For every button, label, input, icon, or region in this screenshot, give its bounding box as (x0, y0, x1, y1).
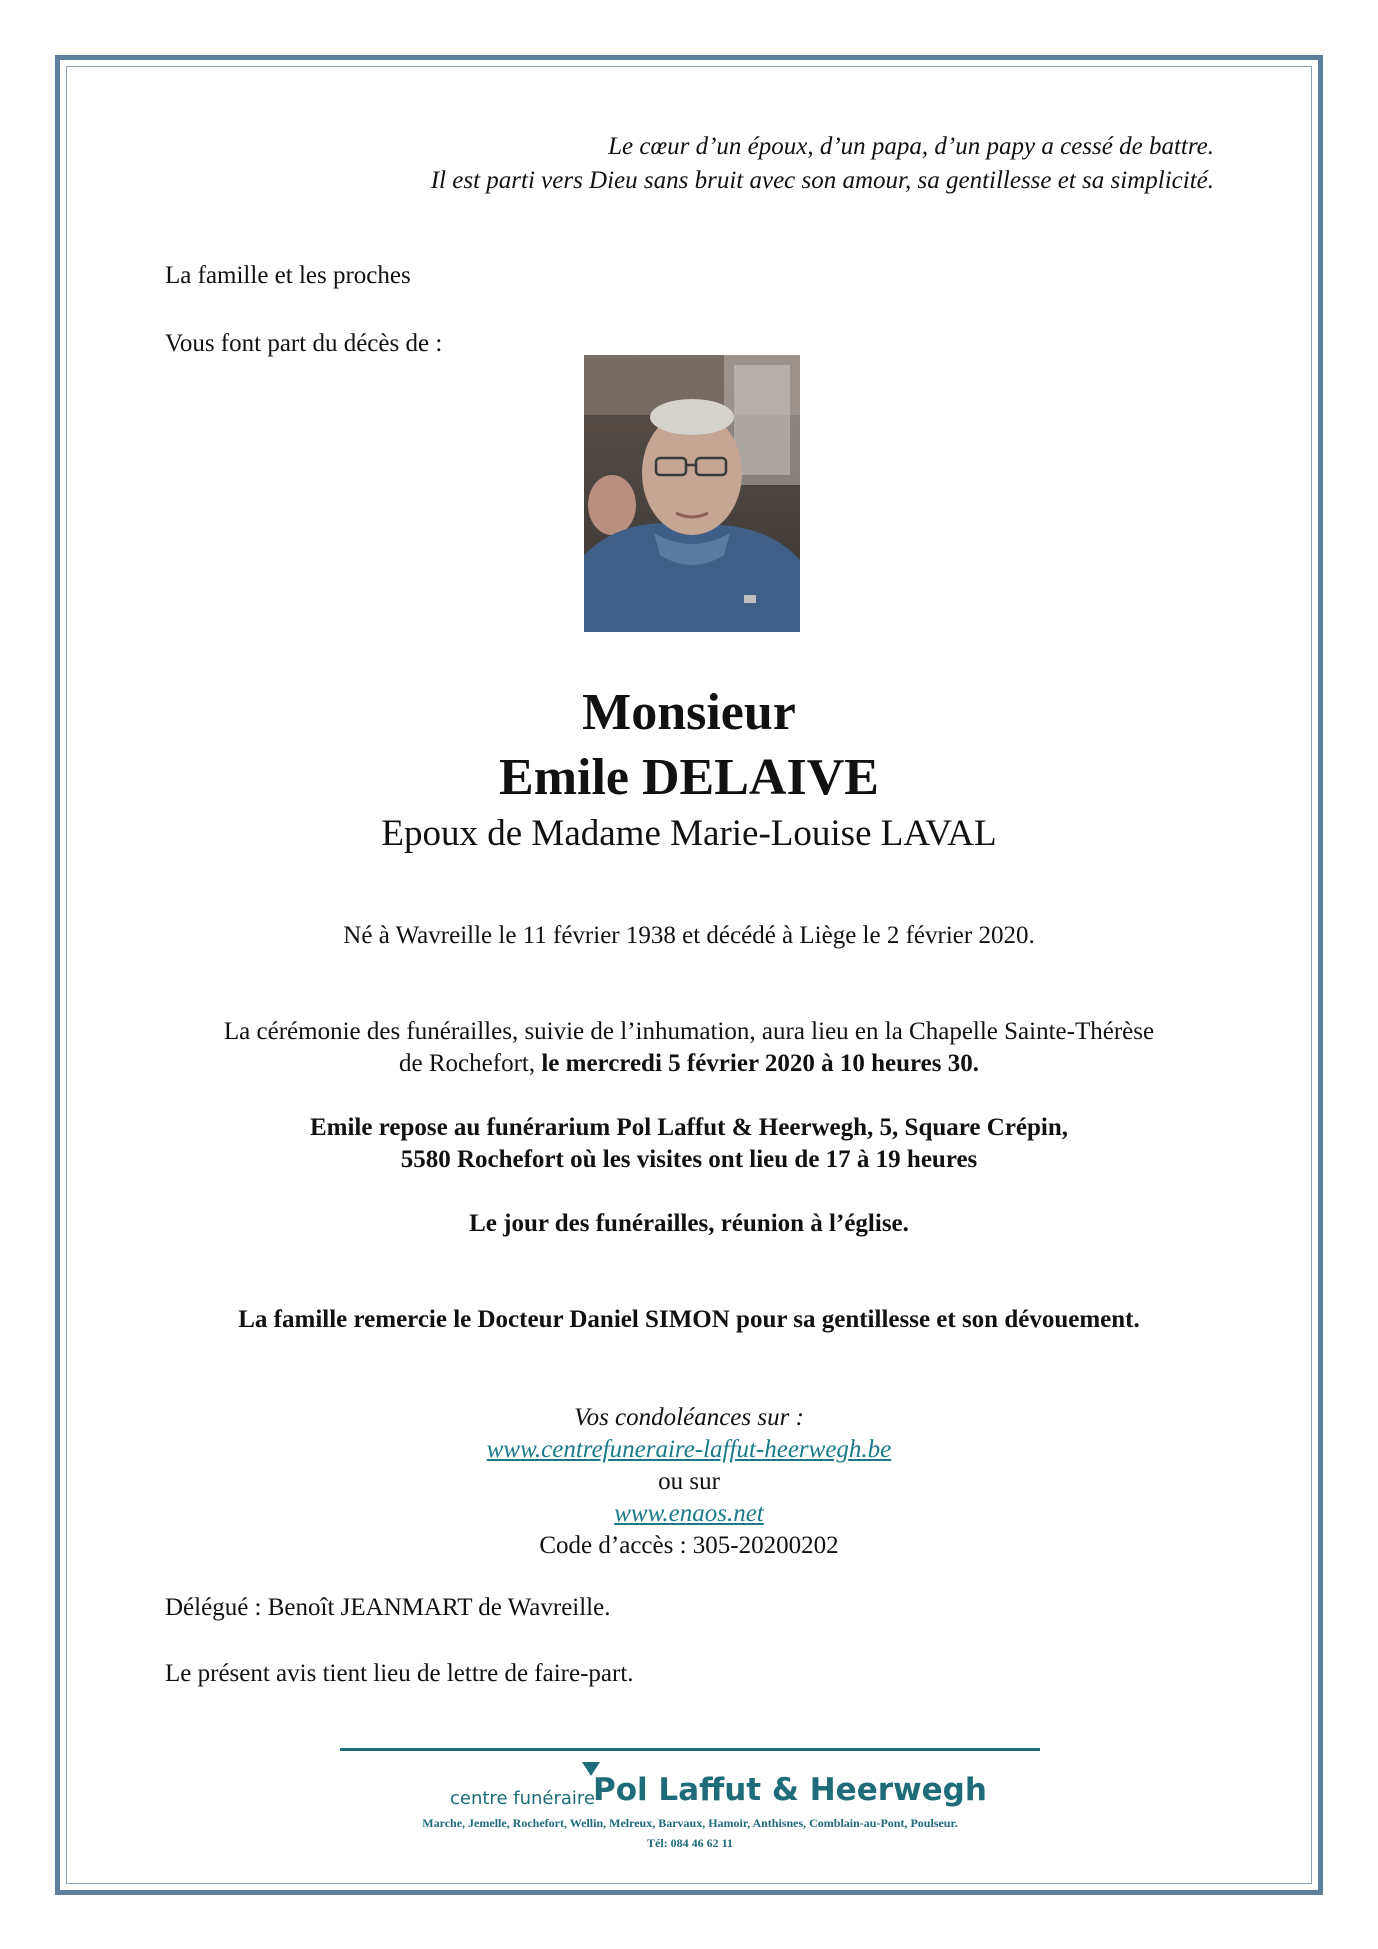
thanks-line: La famille remercie le Docteur Daniel SIMON pour sa gentillesse et son dévouement. (238, 1306, 1140, 1333)
funeral-home-logo (340, 1748, 1040, 1866)
funerarium-info (66, 1112, 1312, 1176)
spouse-line: Epoux de Madame Marie-Louise LAVAL (381, 813, 997, 854)
funeral-center-link[interactable]: www.centrefuneraire-laffut-heerwegh.be (486, 1436, 892, 1463)
verse-line-2: Il est parti vers Dieu sans bruit avec son amour, sa gentillesse et sa simplicité. (430, 167, 1214, 194)
condolences-block (66, 1402, 1312, 1562)
announcement: Vous font part du décès de : (165, 330, 443, 357)
deceased-name: Emile DELAIVE (499, 749, 879, 806)
delegate-line: Délégué : Benoît JEANMART de Wavreille. (165, 1594, 611, 1621)
logo-title: Pol Laffut & Heerwegh (593, 1772, 987, 1808)
condolences-label: Vos condoléances sur : (574, 1404, 804, 1431)
ceremony-place: de Rochefort, (399, 1050, 542, 1077)
logo-rule (340, 1748, 1040, 1751)
access-code: Code d’accès : 305-20200202 (539, 1532, 839, 1559)
ceremony-line-1: La cérémonie des funérailles, suivie de l’inhumation, aura lieu en la Chapelle Sainte-Thérèse (223, 1018, 1155, 1045)
funerarium-line-2: 5580 Rochefort où les visites ont lieu de 17 à 19 heures (400, 1146, 978, 1173)
condolences-or: ou sur (658, 1468, 720, 1495)
family-intro: La famille et les proches (165, 262, 411, 289)
logo-subtitle: centre funéraire (450, 1788, 595, 1809)
ceremony-line-2 (66, 1048, 1312, 1080)
meeting-info: Le jour des funérailles, réunion à l’église. (469, 1210, 909, 1237)
ceremony-info (66, 1016, 1312, 1080)
verse-line-1: Le cœur d’un époux, d’un papa, d’un papy a cessé de battre. (608, 133, 1214, 160)
opening-verse (431, 130, 1214, 198)
birth-death-line: Né à Wavreille le 11 février 1938 et décédé à Liège le 2 février 2020. (343, 922, 1035, 949)
logo-towns: Marche, Jemelle, Rochefort, Wellin, Melreux, Barvaux, Hamoir, Anthisnes, Comblain-au-Pont, Poulseur. (422, 1816, 958, 1830)
deceased-honorific: Monsieur (582, 684, 796, 741)
funerarium-line-1: Emile repose au funérarium Pol Laffut & Heerwegh, 5, Square Crépin, (309, 1114, 1069, 1141)
ceremony-date: le mercredi 5 février 2020 à 10 heures 30. (541, 1050, 979, 1077)
enaos-link[interactable]: www.enaos.net (614, 1500, 764, 1527)
logo-phone: Tél: 084 46 62 11 (647, 1836, 733, 1850)
portrait-photo (584, 355, 800, 632)
notice-line: Le présent avis tient lieu de lettre de faire-part. (165, 1660, 634, 1687)
